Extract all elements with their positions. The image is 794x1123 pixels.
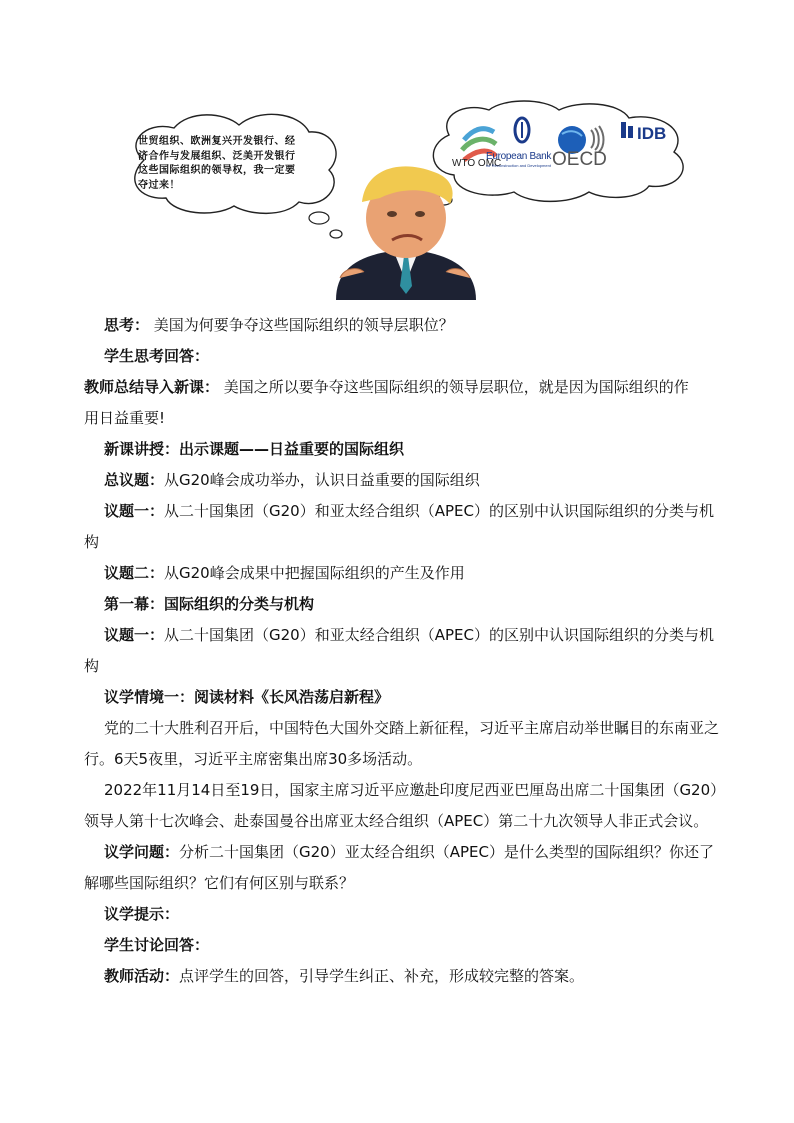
paragraph: 思考： 美国为何要争夺这些国际组织的领导层职位？	[104, 316, 454, 334]
wto-label: WTO OMC	[452, 158, 502, 169]
ebrd-sublabel: for Reconstruction and Development	[486, 163, 551, 168]
paragraph: 学生讨论回答：	[104, 936, 210, 954]
paragraph: 总议题：从G20峰会成功举办，认识日益重要的国际组织	[104, 471, 480, 489]
ebrd-label: European Bank	[486, 151, 552, 162]
paragraph: 学生思考回答：	[104, 347, 210, 365]
lesson-content	[84, 310, 724, 992]
header-illustration	[104, 100, 704, 300]
thought-bubble-text: 世贸组织、欧洲复兴开发银行、经济合作与发展组织、泛美开发银行这些国际组织的领导权，我一定要夺过来！	[138, 136, 296, 191]
paragraph: 议题一：从二十国集团（G20）和亚太经合组织（APEC）的区别中认识国际组织的分类与机构	[84, 502, 714, 551]
paragraph: 第一幕：国际组织的分类与机构	[104, 595, 315, 613]
paragraph: 议学提示：	[104, 905, 180, 923]
paragraph: 党的二十大胜利召开后，中国特色大国外交踏上新征程，习近平主席启动举世瞩目的东南亚之行。6天5夜里，习近平主席密集出席30多场活动。	[84, 719, 720, 768]
paragraph: 教师活动：点评学生的回答，引导学生纠正、补充，形成较完整的答案。	[104, 967, 585, 985]
idb-label: IDB	[637, 124, 667, 143]
paragraph: 新课讲授：出示课题——日益重要的国际组织	[104, 440, 405, 458]
paragraph: 议题二：从G20峰会成果中把握国际组织的产生及作用	[104, 564, 465, 582]
paragraph: 议学问题：分析二十国集团（G20）亚太经合组织（APEC）是什么类型的国际组织？你还了解哪些国际组织？它们有何区别与联系？	[84, 843, 714, 892]
paragraph: 教师总结导入新课： 美国之所以要争夺这些国际组织的领导层职位，就是因为国际组织的作用日益重要!	[84, 378, 689, 427]
paragraph: 议学情境一：阅读材料《长风浩荡启新程》	[104, 688, 390, 706]
oecd-label: OECD	[552, 149, 607, 170]
paragraph: 议题一：从二十国集团（G20）和亚太经合组织（APEC）的区别中认识国际组织的分类与机构	[84, 626, 714, 675]
caricature-figure	[336, 166, 476, 300]
paragraph: 2022年11月14日至19日，国家主席习近平应邀赴印度尼西亚巴厘岛出席二十国集团（G20）领导人第十七次峰会、赴泰国曼谷出席亚太经合组织（APEC）第二十九次领导人非正式会议。	[84, 781, 718, 830]
